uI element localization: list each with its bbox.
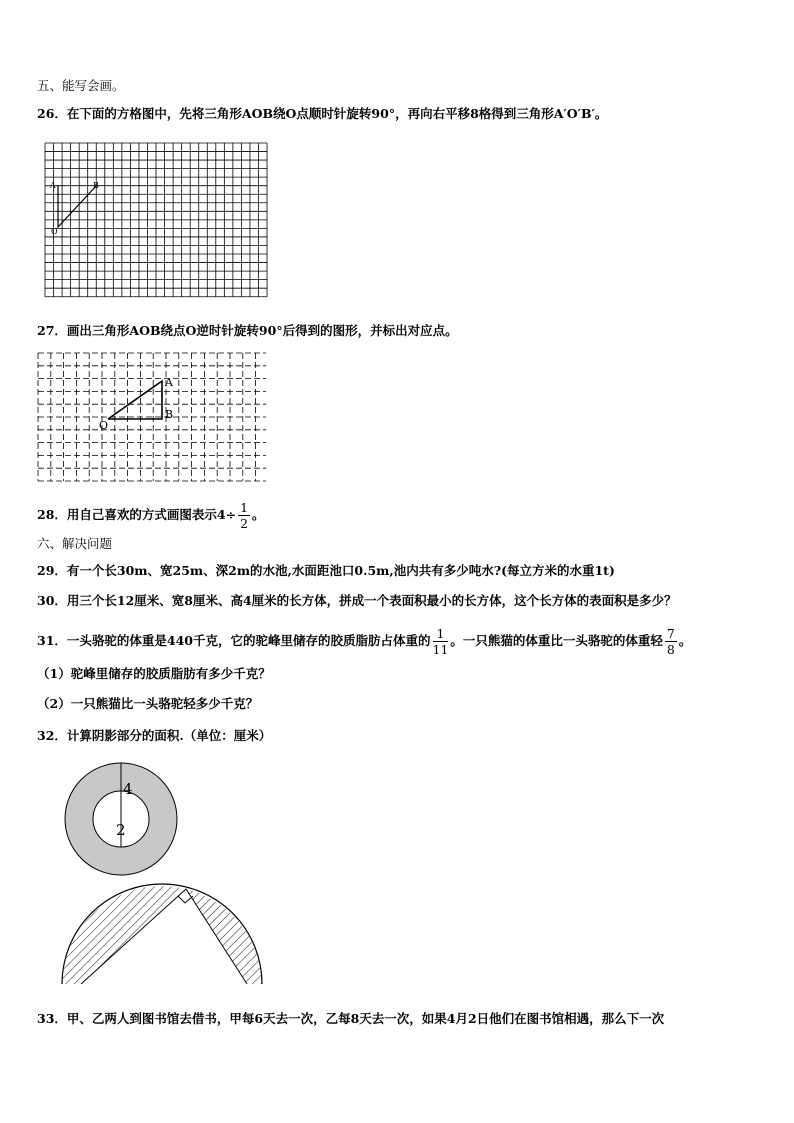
semicircle-figure bbox=[60, 862, 265, 987]
question-31-sub1: （1）驼峰里储存的胶质脂肪有多少千克？ bbox=[37, 666, 271, 681]
question-29-text: 29．有一个长30m、宽25m、深2m的水池,水面距池口0.5m,池内共有多少吨水?(每立方米的水重1t) bbox=[37, 563, 615, 578]
triangle-aob bbox=[108, 381, 162, 419]
question-31-part3: 。 bbox=[678, 633, 692, 648]
fraction-denominator: 2 bbox=[240, 516, 249, 531]
question-32-text: 32．计算阴影部分的面积.（单位：厘米） bbox=[37, 728, 272, 743]
label-a: A bbox=[50, 181, 56, 190]
question-26-text: 26．在下面的方格图中，先将三角形AOB绕O点顺时针旋转90°，再向右平移8格得到三角形A′O′B′。 bbox=[37, 106, 608, 121]
fraction-one-eleventh bbox=[433, 626, 449, 657]
fraction-one-half bbox=[238, 500, 250, 531]
square-grid bbox=[45, 143, 267, 297]
question-28-suffix: 。 bbox=[252, 507, 265, 522]
question-27-grid-figure bbox=[38, 353, 268, 483]
question-31-part1: 31．一头骆驼的体重是440千克，它的驼峰里储存的胶质脂肪占体重的 bbox=[37, 633, 431, 648]
fraction-numerator: 7 bbox=[666, 626, 675, 641]
left-hatched-region bbox=[62, 886, 186, 984]
label-o: O bbox=[51, 227, 58, 236]
ring-figure bbox=[62, 760, 180, 878]
fraction-numerator: 1 bbox=[433, 626, 449, 642]
question-31-part2: 。一只熊猫的体重比一头骆驼的体重轻 bbox=[450, 633, 663, 648]
label-outer-radius: 4 bbox=[123, 780, 133, 798]
dashed-grid bbox=[38, 353, 266, 481]
question-33-text: 33．甲、乙两人到图书馆去借书，甲每6天去一次，乙每8天去一次，如果4月2日他们在图书馆相遇，那么下一次 bbox=[37, 1011, 665, 1026]
question-27-text: 27．画出三角形AOB绕点O逆时针旋转90°后得到的图形，并标出对应点。 bbox=[37, 323, 458, 338]
question-26-grid-figure bbox=[45, 143, 270, 298]
question-31 bbox=[37, 626, 691, 657]
label-b: B bbox=[165, 408, 174, 421]
section-five-title: 五、能写会画。 bbox=[37, 78, 125, 93]
fraction-denominator: 8 bbox=[666, 642, 675, 657]
question-28 bbox=[37, 500, 265, 531]
label-a: A bbox=[165, 376, 173, 389]
question-28-prefix: 28．用自己喜欢的方式画图表示4÷ bbox=[37, 507, 237, 522]
question-31-sub2: （2）一只熊猫比一头骆驼轻多少千克？ bbox=[37, 696, 259, 711]
fraction-numerator: 1 bbox=[240, 500, 249, 515]
fraction-seven-eighths bbox=[665, 626, 677, 657]
label-inner-radius: 2 bbox=[116, 821, 126, 839]
question-30-text: 30．用三个长12厘米、宽8厘米、高4厘米的长方体，拼成一个表面积最小的长方体，这个长方体的表面积是多少？ bbox=[37, 593, 677, 608]
fraction-denominator: 11 bbox=[432, 642, 449, 657]
label-b: B bbox=[93, 181, 99, 190]
section-six-title: 六、解决问题 bbox=[37, 536, 113, 551]
label-o: O bbox=[99, 419, 109, 432]
triangle-aob bbox=[58, 185, 97, 227]
